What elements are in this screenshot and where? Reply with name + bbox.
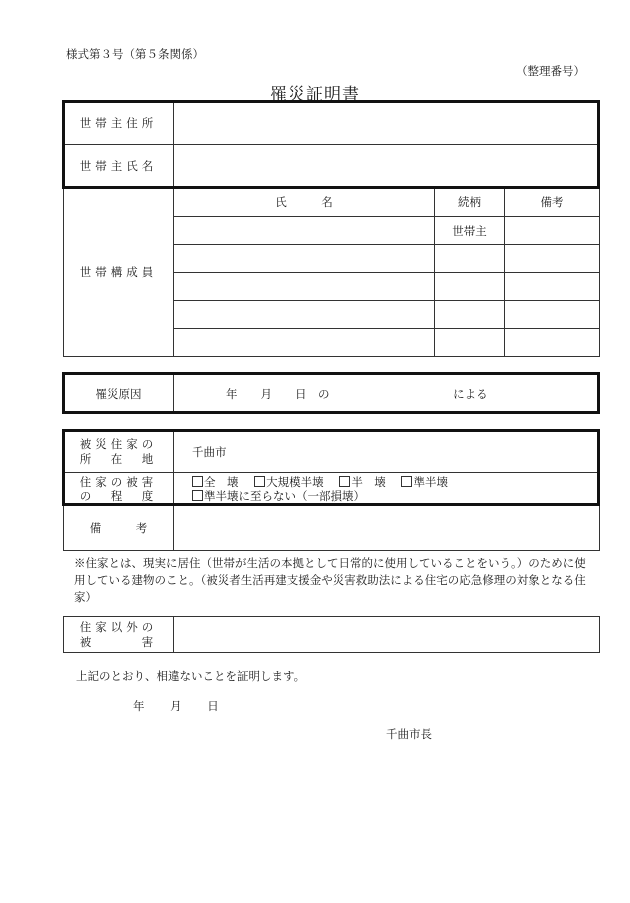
- other-damage-label: [64, 617, 174, 653]
- member-relation-field[interactable]: [435, 245, 505, 273]
- option-hankai[interactable]: 半 壊: [339, 475, 386, 489]
- address-field[interactable]: [174, 102, 600, 145]
- checkbox-icon[interactable]: [339, 476, 350, 487]
- option-ichibu-sonkai[interactable]: 準半壊に至らない（一部損壊）: [192, 489, 365, 503]
- member-remarks-field[interactable]: [505, 273, 600, 301]
- cause-field[interactable]: [174, 374, 600, 414]
- checkbox-icon[interactable]: [254, 476, 265, 487]
- degree-label-line1: 住家の被害: [79, 474, 158, 489]
- other-damage-field[interactable]: [174, 617, 600, 653]
- member-name-field[interactable]: [174, 273, 435, 301]
- degree-label-line2: の 程 度: [79, 488, 158, 503]
- checkbox-icon[interactable]: [192, 490, 203, 501]
- cause-table: [63, 373, 600, 414]
- member-remarks-field[interactable]: [505, 217, 600, 245]
- address-label: 世帯主住所: [64, 102, 174, 145]
- member-relation-field[interactable]: [435, 273, 505, 301]
- location-label-line2: 所 在 地: [79, 451, 158, 466]
- issuer-mayor: 千曲市長: [386, 727, 432, 741]
- document-title: 罹災証明書: [270, 85, 360, 105]
- member-remarks-field[interactable]: [505, 245, 600, 273]
- head-name-label: 世帯主氏名: [64, 145, 174, 188]
- option-daikibo-hankai[interactable]: 大規模半壊: [254, 475, 324, 489]
- damage-remarks-label: 備 考: [64, 505, 174, 551]
- col-relation-header: 続柄: [435, 188, 505, 217]
- member-relation-field: 世帯主: [435, 217, 505, 245]
- location-label-line1: 被災住家の: [79, 436, 158, 451]
- degree-options: [174, 473, 600, 505]
- member-remarks-field[interactable]: [505, 329, 600, 357]
- reference-number-label: （整理番号）: [516, 64, 585, 78]
- certification-date: 年 月 日: [133, 699, 219, 713]
- member-name-field[interactable]: [174, 301, 435, 329]
- option-jun-hankai[interactable]: 準半壊: [401, 475, 448, 489]
- other-label-line2: 被 害: [79, 634, 158, 649]
- location-field[interactable]: 千曲市: [174, 431, 600, 473]
- cause-suffix: による: [453, 386, 488, 401]
- col-remarks-header: 備考: [505, 188, 600, 217]
- degree-label: [64, 473, 174, 505]
- checkbox-icon[interactable]: [192, 476, 203, 487]
- member-name-field[interactable]: [174, 217, 435, 245]
- footnote: ※住家とは、現実に居住（世帯が生活の本拠として日常的に使用していることをいう。）のために使用している建物のこと。（被災者生活再建支援金や災害救助法による住宅の応急修理の対象となる住家）: [74, 556, 586, 604]
- member-remarks-field[interactable]: [505, 301, 600, 329]
- member-relation-field[interactable]: [435, 329, 505, 357]
- members-label: 世帯構成員: [64, 188, 174, 357]
- other-damage-table: [63, 616, 600, 653]
- cause-date: 年 月 日 の: [226, 386, 330, 401]
- option-zenkai[interactable]: 全 壊: [192, 475, 239, 489]
- certification-statement: 上記のとおり、相違ないことを証明します。: [76, 669, 306, 683]
- damage-table: [63, 430, 600, 551]
- member-name-field[interactable]: [174, 329, 435, 357]
- member-relation-field[interactable]: [435, 301, 505, 329]
- location-label: [64, 431, 174, 473]
- form-number: 様式第３号（第５条関係）: [66, 47, 204, 61]
- head-name-field[interactable]: [174, 145, 600, 188]
- cause-label: 罹災原因: [64, 374, 174, 414]
- household-table: [63, 101, 600, 357]
- member-name-field[interactable]: [174, 245, 435, 273]
- other-label-line1: 住家以外の: [79, 619, 158, 634]
- col-name-header: 氏 名: [174, 188, 435, 217]
- checkbox-icon[interactable]: [401, 476, 412, 487]
- damage-remarks-field[interactable]: [174, 505, 600, 551]
